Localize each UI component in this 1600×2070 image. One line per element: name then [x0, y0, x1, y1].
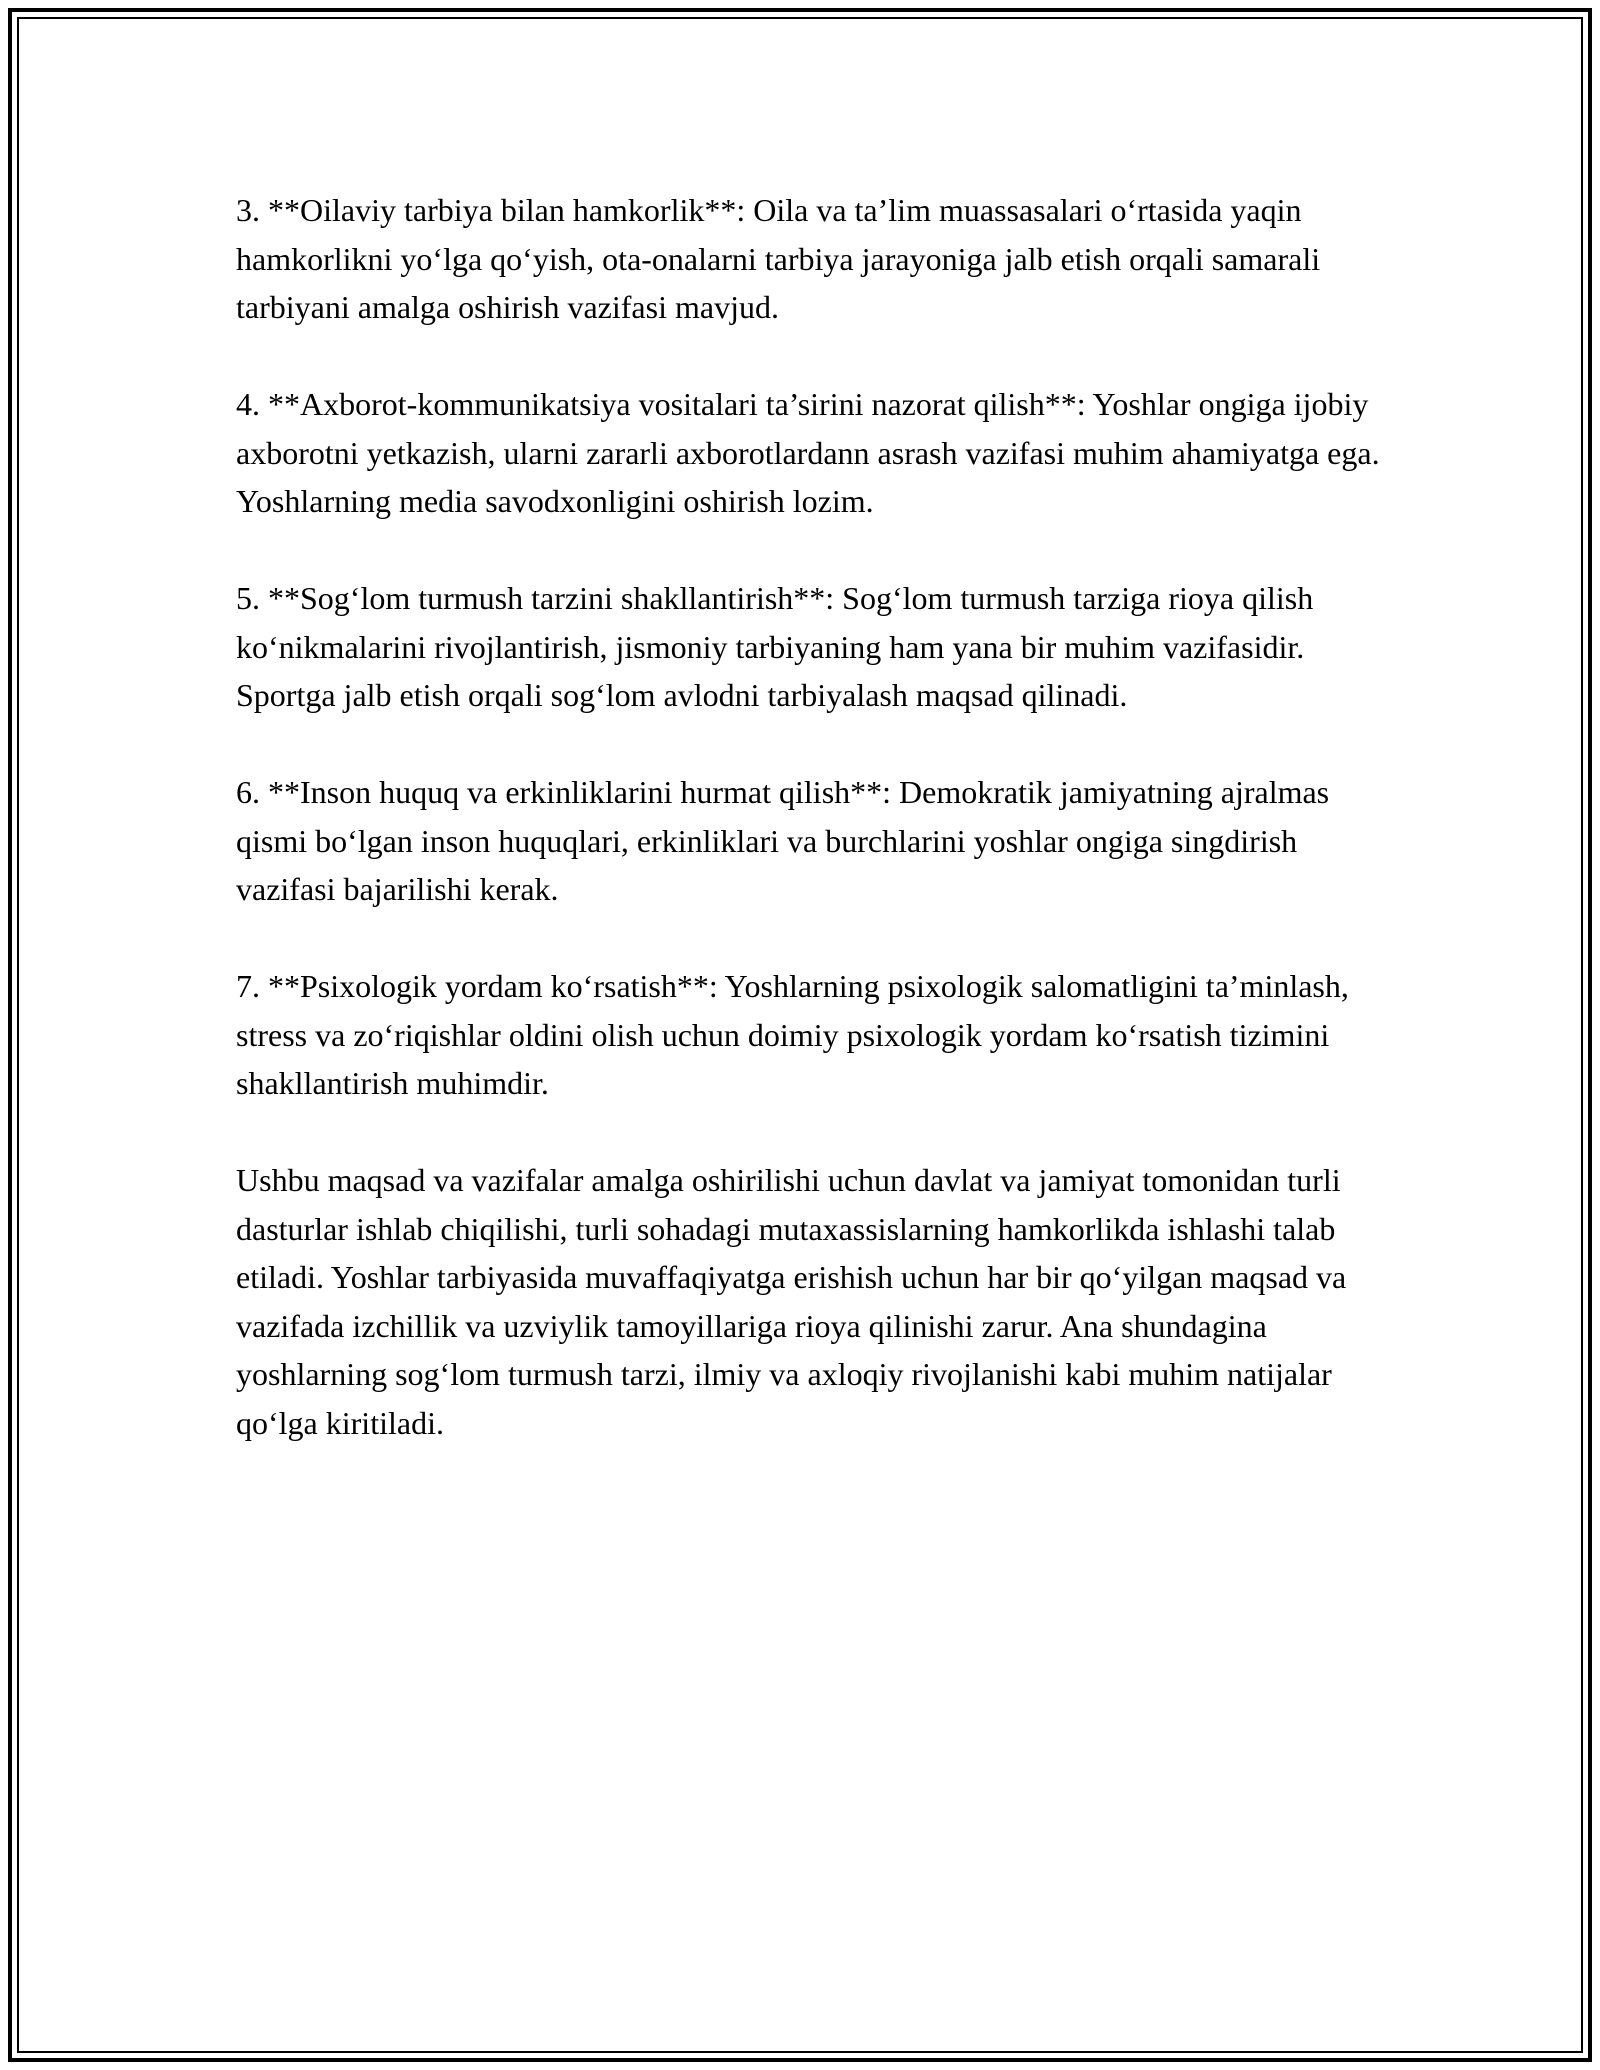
paragraph-item-6: 6. **Inson huquq va erkinliklarini hurmat qilish**: Demokratik jamiyatning ajralmas qismi bo‘lgan inson huquqlari, erkinliklari va burchlarini yoshlar ongiga singdirish vazifasi bajarilishi kerak. [236, 774, 1330, 907]
paragraph-item-5: 5. **Sog‘lom turmush tarzini shakllantirish**: Sog‘lom turmush tarziga rioya qilish ko‘nikmalarini rivojlantirish, jismoniy tarbiyaning ham yana bir muhim vazifasidir. Sportga jalb etish orqali sog‘lom avlodni tarbiyalash maqsad qilinadi. [236, 580, 1314, 713]
paragraph-item-7: 7. **Psixologik yordam ko‘rsatish**: Yoshlarning psixologik salomatligini ta’minlash, stress va zo‘riqishlar oldini olish uchun doimiy psixologik yordam ko‘rsatish tizimini shakllantirish muhimdir. [236, 968, 1349, 1101]
paragraph-item-4: 4. **Axborot-kommunikatsiya vositalari ta’sirini nazorat qilish**: Yoshlar ongiga ijobiy axborotni yetkazish, ularni zararli axborotlardann asrash vazifasi muhim ahamiyatga ega. Yoshlarning media savodxonligini oshirish lozim. [236, 386, 1380, 519]
document-body [236, 186, 1386, 1496]
paragraph-conclusion: Ushbu maqsad va vazifalar amalga oshirilishi uchun davlat va jamiyat tomonidan turli dasturlar ishlab chiqilishi, turli sohadagi mutaxassislarning hamkorlikda ishlashi talab etiladi. Yoshlar tarbiyasida muvaffaqiyatga erishish uchun har bir qo‘yilgan maqsad va vazifada izchillik va uzviylik tamoyillariga rioya qilinishi zarur. Ana shundagina yoshlarning sog‘lom turmush tarzi, ilmiy va axloqiy rivojlanishi kabi muhim natijalar qo‘lga kiritiladi. [236, 1162, 1347, 1441]
paragraph-item-3: 3. **Oilaviy tarbiya bilan hamkorlik**: Oila va ta’lim muassasalari o‘rtasida yaqin hamkorlikni yo‘lga qo‘yish, ota-onalarni tarbiya jarayoniga jalb etish orqali samarali tarbiyani amalga oshirish vazifasi mavjud. [236, 192, 1321, 325]
